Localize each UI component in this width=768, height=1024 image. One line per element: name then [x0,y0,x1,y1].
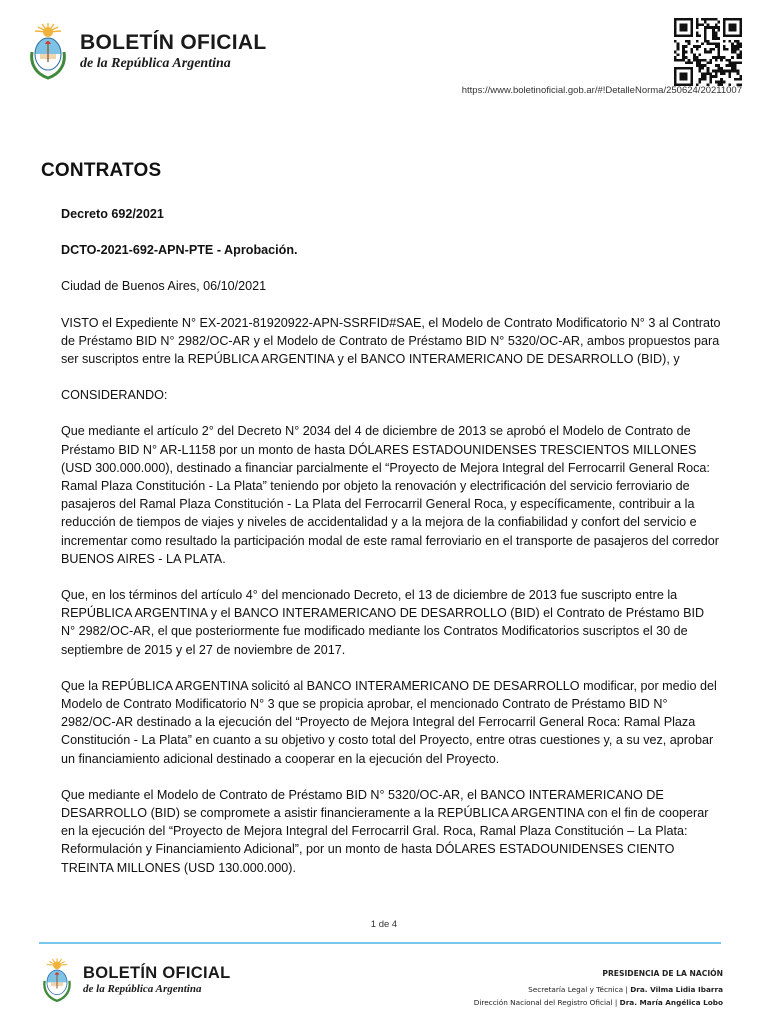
footer-logo [40,956,231,1004]
paragraph: Que mediante el Modelo de Contrato de Préstamo BID N° 5320/OC-AR, el BANCO INTERAMERICANO DE DESARROLLO (BID) se compromete a asistir financieramente a la REPÚBLICA ARGENTINA con el fin de cooperar en la ejecución del “Proyecto de Mejora Integral del Ferrocarril Gral. Roca, Ramal Plaza Constitución – La Plata: Reformulación y Financiamiento Adicional”, por un monto de hasta DÓLARES ESTADOUNIDENSES CIENTO TREINTA MILLONES (USD 130.000.000). [61,787,709,875]
document-url[interactable]: https://www.boletinoficial.gob.ar/#!DetalleNorma/250624/20211007 [461,85,742,96]
paragraph-visto: VISTO el Expediente N° EX-2021-81920922-APN-SSRFID#SAE, el Modelo de Contrato Modificatorio N° 3 al Contrato de Préstamo BID N° 2982/OC-AR y el Modelo de Contrato de Préstamo BID N° 5320/OC-AR, ambos propuestos para ser suscriptos entre la REPÚBLICA ARGENTINA y el BANCO INTERAMERICANO DE DESARROLLO (BID), y [61,315,721,367]
credit-line-name: Dra. Vilma Lidia Ibarra [630,984,723,994]
paragraph: Que la REPÚBLICA ARGENTINA solicitó al BANCO INTERAMERICANO DE DESARROLLO modificar, por medio del Modelo de Contrato Modificatorio N° 3 que se propicia aprobar, el mencionado Contrato de Préstamo BID N° 2982/OC-AR destinado a la ejecución del “Proyecto de Mejora Integral del Ferrocarril General Roca: Ramal Plaza Constitución - La Plata” en cuanto a su objetivo y costo total del Proyecto, entre otras cuestiones y, a su vez, aprobar un financiamiento adicional destinado a cooperar en la ejecución del Proyecto. [61,678,717,766]
document-body [61,205,721,895]
footer-credits [474,967,723,1010]
credit-line-registry [474,996,723,1010]
paragraph-considerando: CONSIDERANDO: [61,388,168,403]
footer-brand-title: BOLETÍN OFICIAL [83,963,231,982]
argentina-coat-of-arms-icon [40,956,74,1004]
decree-reference: DCTO-2021-692-APN-PTE - Aprobación. [61,243,298,258]
brand-subtitle: de la República Argentina [80,55,231,71]
presidency-label: PRESIDENCIA DE LA NACIÓN [602,969,723,978]
brand-title: BOLETÍN OFICIAL [80,30,267,54]
credit-line-legal [474,983,723,997]
qr-code-icon[interactable] [674,18,742,86]
page-number: 1 de 4 [370,919,398,930]
credit-line-name: Dra. María Angélica Lobo [619,998,723,1007]
paragraph: Que mediante el artículo 2° del Decreto N° 2034 del 4 de diciembre de 2013 se aprobó el Modelo de Contrato de Préstamo BID N° AR-L1158 por un monto de hasta DÓLARES ESTADOUNIDENSES TRESCIENTOS MILLONES (USD 300.000.000), destinado a financiar parcialmente el “Proyecto de Mejora Integral del Ferrocarril General Roca: Ramal Plaza Constitución - La Plata” teniendo por objeto la renovación y electrificación del servicio ferroviario de pasajeros del Ramal Plaza Constitución - La Plata del Ferrocarril General Roca, y específicamente, contribuir a la reducción de tiempos de viajes y niveles de accidentalidad y a la mejora de la confiabilidad y confort del servicio e incrementar como resultado la participación modal de este ramal ferroviario en el transporte de pasajeros del corredor BUENOS AIRES - LA PLATA. [61,424,720,566]
footer-brand-subtitle: de la República Argentina [83,983,202,996]
section-title: CONTRATOS [41,160,162,181]
header-logo [26,22,267,80]
argentina-coat-of-arms-icon [26,22,70,80]
decree-number: Decreto 692/2021 [61,207,164,221]
paragraph: Que, en los términos del artículo 4° del mencionado Decreto, el 13 de diciembre de 2013 fue suscripto entre la REPÚBLICA ARGENTINA y el BANCO INTERAMERICANO DE DESARROLLO (BID) el Contrato de Préstamo BID N° 2982/OC-AR, el que posteriormente fue modificado mediante los Contratos Modificatorios suscriptos el 30 de septiembre de 2015 y el 27 de noviembre de 2017. [61,588,705,657]
credit-line-prefix: Secretaría Legal y Técnica | [528,984,631,994]
place-date: Ciudad de Buenos Aires, 06/10/2021 [61,279,267,294]
footer-divider [39,942,721,944]
credit-line-prefix: Dirección Nacional del Registro Oficial | [473,998,620,1007]
